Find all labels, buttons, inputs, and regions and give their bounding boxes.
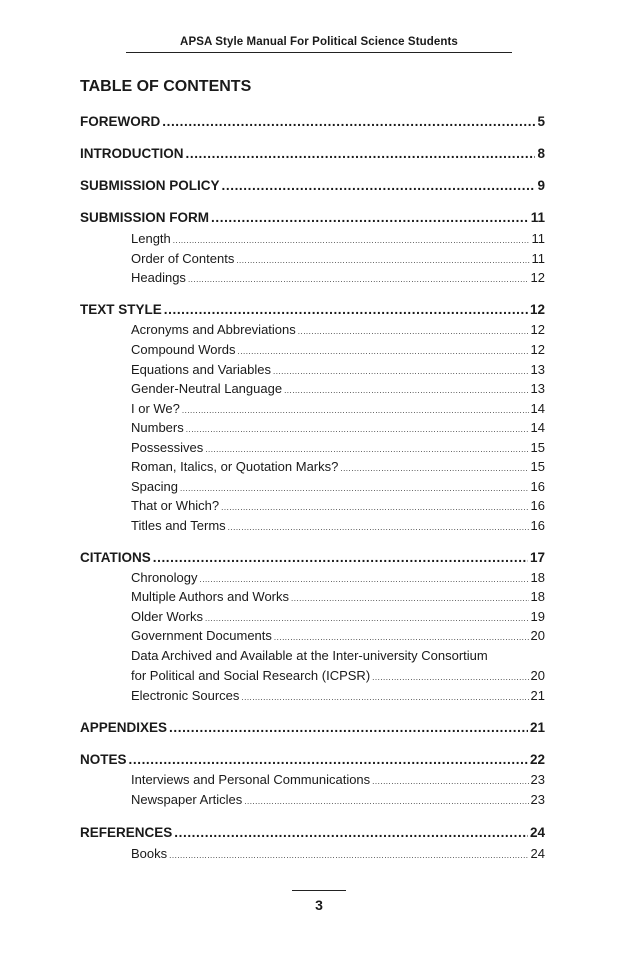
toc-subsection-entry	[131, 628, 545, 643]
toc-leader-dots	[340, 459, 528, 474]
toc-entry-label: REFERENCES	[80, 825, 173, 840]
toc-leader-dots	[164, 302, 528, 317]
toc-leader-dots	[162, 114, 535, 129]
toc-subsection-entry	[131, 251, 545, 266]
toc-leader-dots	[153, 550, 528, 565]
toc-leader-dots	[241, 688, 528, 703]
toc-entry-page: 11	[531, 231, 545, 246]
toc-section-entry	[80, 302, 545, 317]
toc-entry-label: Compound Words	[131, 342, 236, 357]
toc-section-entry	[80, 178, 545, 193]
toc-entry-label: Spacing	[131, 479, 178, 494]
toc-leader-dots	[211, 210, 529, 225]
toc-entry-page: 19	[530, 609, 545, 624]
toc-entry-page: 23	[530, 772, 545, 787]
toc-entry-label: Newspaper Articles	[131, 792, 243, 807]
toc-entry-label: FOREWORD	[80, 114, 161, 129]
toc-leader-dots	[205, 440, 528, 455]
toc-subsection-entry	[131, 479, 545, 494]
toc-entry-page: 12	[530, 342, 545, 357]
toc-entry-page: 21	[529, 720, 545, 735]
toc-entry-page: 8	[537, 146, 545, 161]
toc-leader-dots	[236, 251, 529, 266]
toc-leader-dots	[222, 178, 536, 193]
toc-entry-page: 16	[530, 518, 545, 533]
toc-section-entry	[80, 720, 545, 735]
toc-subsection-entry	[131, 231, 545, 246]
toc-leader-dots	[238, 342, 529, 357]
toc-entry-label: Possessives	[131, 440, 204, 455]
toc-entry-page: 12	[529, 302, 545, 317]
toc-leader-dots	[200, 570, 529, 585]
toc-leader-dots	[188, 270, 529, 285]
toc-entry-page: 13	[530, 381, 545, 396]
toc-entry-page: 22	[529, 752, 545, 767]
toc-title: TABLE OF CONTENTS	[80, 78, 252, 95]
toc-subsection-entry	[131, 498, 545, 513]
toc-subsection-entry	[131, 589, 545, 604]
toc-entry-page: 15	[530, 459, 545, 474]
toc-entry-page: 18	[530, 589, 545, 604]
toc-leader-dots	[228, 518, 529, 533]
toc-entry-page: 18	[530, 570, 545, 585]
toc-entry-label: NOTES	[80, 752, 127, 767]
toc-subsection-entry	[131, 518, 545, 533]
toc-entry-label: SUBMISSION POLICY	[80, 178, 220, 193]
toc-entry-page: 23	[530, 792, 545, 807]
toc-entry-page: 9	[537, 178, 545, 193]
toc-leader-dots	[129, 752, 528, 767]
toc-leader-dots	[291, 589, 529, 604]
toc-entry-page: 11	[530, 210, 545, 225]
toc-section-entry	[80, 114, 545, 129]
toc-entry-page: 20	[530, 628, 545, 643]
page-number: 3	[315, 897, 323, 913]
toc-entry-label: Headings	[131, 270, 186, 285]
toc-entry-page: 13	[530, 362, 545, 377]
toc-leader-dots	[182, 401, 529, 416]
toc-section-entry	[80, 146, 545, 161]
toc-entry-page: 14	[530, 401, 545, 416]
toc-entry-label: Chronology	[131, 570, 198, 585]
toc-entry-label: Books	[131, 846, 168, 861]
toc-subsection-entry	[131, 792, 545, 807]
toc-leader-dots	[169, 720, 528, 735]
toc-subsection-entry	[131, 772, 545, 787]
toc-subsection-entry	[131, 440, 545, 455]
toc-entry-page: 24	[529, 825, 545, 840]
toc-entry-label: Interviews and Personal Communications	[131, 772, 371, 787]
toc-section-entry	[80, 210, 545, 225]
toc-entry-page: 21	[530, 688, 545, 703]
toc-entry-page: 5	[537, 114, 545, 129]
toc-leader-dots	[284, 381, 528, 396]
toc-section-entry	[80, 550, 545, 565]
toc-entry-page: 16	[530, 498, 545, 513]
toc-leader-dots	[180, 479, 529, 494]
toc-leader-dots	[372, 772, 528, 787]
toc-entry-label: Titles and Terms	[131, 518, 226, 533]
toc-section-entry	[80, 752, 545, 767]
toc-subsection-entry	[131, 570, 545, 585]
toc-section-entry	[80, 825, 545, 840]
toc-entry-label: Order of Contents	[131, 251, 235, 266]
toc-subsection-entry	[131, 609, 545, 624]
toc-entry-label: for Political and Social Research (ICPSR)	[131, 668, 371, 683]
toc-entry-label: TEXT STYLE	[80, 302, 162, 317]
toc-entry-label: Multiple Authors and Works	[131, 589, 289, 604]
toc-entry-page: 11	[531, 251, 545, 266]
toc-subsection-entry	[131, 362, 545, 377]
toc-entry-page: 16	[530, 479, 545, 494]
toc-subsection-entry	[131, 648, 555, 663]
toc-subsection-entry	[131, 381, 545, 396]
toc-entry-label: SUBMISSION FORM	[80, 210, 210, 225]
toc-entry-page: 17	[529, 550, 545, 565]
toc-subsection-entry	[131, 420, 545, 435]
footer-rule	[292, 890, 346, 891]
toc-entry-label: Gender-Neutral Language	[131, 381, 283, 396]
toc-leader-dots	[273, 362, 529, 377]
running-header: APSA Style Manual For Political Science Students	[180, 36, 458, 48]
toc-entry-label: Electronic Sources	[131, 688, 240, 703]
toc-leader-dots	[174, 825, 528, 840]
toc-leader-dots	[205, 609, 529, 624]
toc-entry-label: INTRODUCTION	[80, 146, 184, 161]
toc-entry-label: That or Which?	[131, 498, 220, 513]
toc-leader-dots	[173, 231, 530, 246]
toc-leader-dots	[244, 792, 528, 807]
toc-leader-dots	[186, 146, 536, 161]
toc-entry-label: CITATIONS	[80, 550, 151, 565]
toc-subsection-entry	[131, 688, 545, 703]
toc-leader-dots	[372, 668, 528, 683]
toc-leader-dots	[221, 498, 528, 513]
toc-entry-label: I or We?	[131, 401, 180, 416]
toc-entry-page: 24	[530, 846, 545, 861]
toc-entry-page: 20	[530, 668, 545, 683]
toc-leader-dots	[274, 628, 529, 643]
toc-subsection-entry	[131, 342, 545, 357]
toc-entry-page: 12	[530, 322, 545, 337]
toc-leader-dots	[169, 846, 528, 861]
toc-entry-label: Older Works	[131, 609, 203, 624]
toc-subsection-entry	[131, 668, 545, 683]
toc-entry-page: 15	[530, 440, 545, 455]
toc-subsection-entry	[131, 459, 545, 474]
toc-entry-label: Length	[131, 231, 171, 246]
toc-subsection-entry	[131, 846, 545, 861]
toc-entry-label: Government Documents	[131, 628, 272, 643]
toc-entry-label: APPENDIXES	[80, 720, 168, 735]
toc-entry-page: 12	[530, 270, 545, 285]
toc-entry-label: Data Archived and Available at the Inter-university Consortium	[131, 648, 488, 663]
toc-subsection-entry	[131, 322, 545, 337]
toc-entry-label: Equations and Variables	[131, 362, 271, 377]
toc-subsection-entry	[131, 401, 545, 416]
toc-subsection-entry	[131, 270, 545, 285]
toc-entry-page: 14	[530, 420, 545, 435]
toc-entry-label: Numbers	[131, 420, 184, 435]
toc-leader-dots	[186, 420, 529, 435]
toc-entry-label: Acronyms and Abbreviations	[131, 322, 296, 337]
toc-leader-dots	[298, 322, 529, 337]
toc-entry-label: Roman, Italics, or Quotation Marks?	[131, 459, 339, 474]
